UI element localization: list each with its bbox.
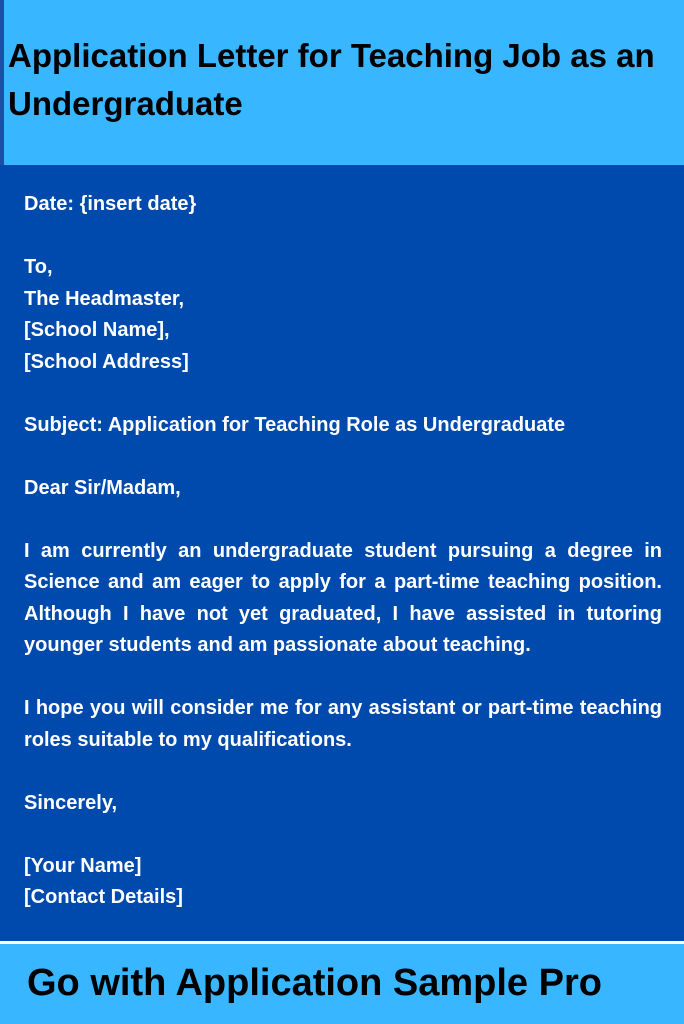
salutation-block bbox=[24, 473, 662, 505]
recipient-school-name: [School Name], bbox=[24, 319, 170, 341]
recipient-title: The Headmaster, bbox=[24, 287, 185, 310]
recipient-to: To, bbox=[24, 256, 53, 278]
signature-name: [Your Name] bbox=[24, 854, 142, 877]
recipient-block bbox=[24, 252, 662, 378]
page-header bbox=[0, 0, 684, 165]
letter-date: Date: {insert date} bbox=[24, 193, 197, 215]
page-title: Application Letter for Teaching Job as an Undergraduate bbox=[8, 37, 655, 122]
letter-body bbox=[0, 165, 684, 941]
body-paragraph: I am currently an undergraduate student pursuing a degree in Science and am eager to apply for a part-time teaching position. Although I have not yet graduated, I have assisted in tutoring younger students and am passionate about teaching. bbox=[24, 539, 662, 656]
letter-subject: Subject: Application for Teaching Role as Undergraduate bbox=[24, 413, 566, 436]
recipient-school-address: [School Address] bbox=[24, 350, 189, 373]
subject-block bbox=[24, 410, 662, 442]
signature-contact: [Contact Details] bbox=[24, 886, 183, 908]
body-paragraph: I hope you will consider me for any assistant or part-time teaching roles suitable to my qualifications. bbox=[24, 697, 662, 751]
signature-block bbox=[24, 851, 662, 914]
letter-salutation: Dear Sir/Madam, bbox=[24, 476, 181, 499]
page-footer bbox=[0, 941, 684, 1024]
closing-block bbox=[24, 788, 662, 820]
letter-closing: Sincerely, bbox=[24, 791, 118, 814]
letter-date-block bbox=[24, 189, 662, 221]
footer-brand: Go with Application Sample Pro bbox=[27, 962, 602, 1004]
